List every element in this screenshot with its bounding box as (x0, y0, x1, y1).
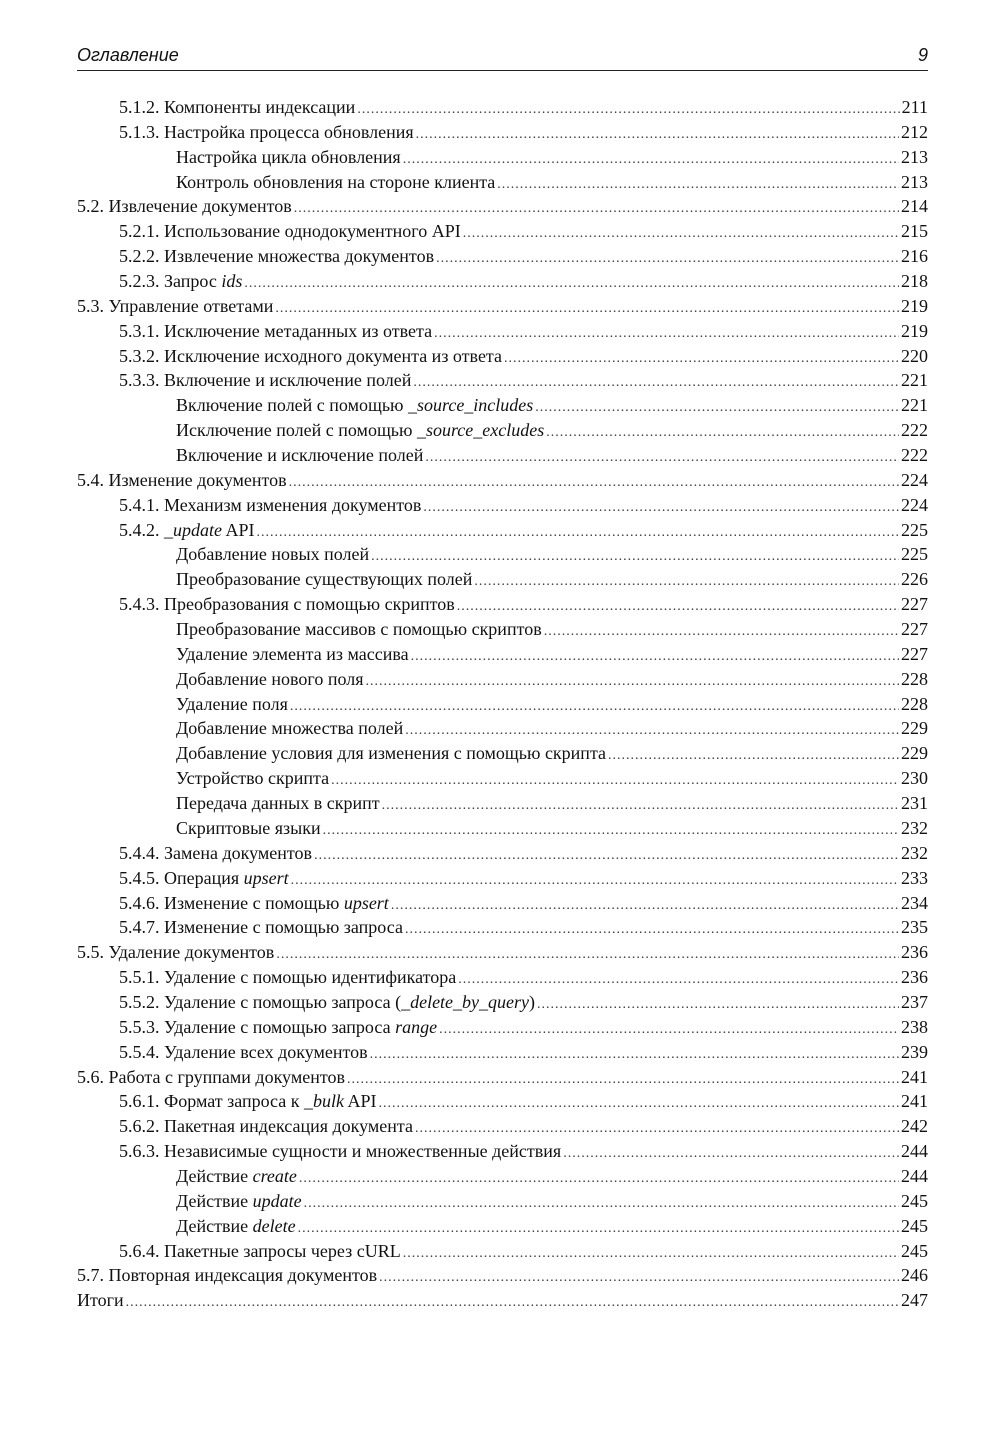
dot-leader (314, 844, 899, 866)
toc-entry-title (176, 692, 288, 717)
toc-entry-title-text: 5.2. Извлечение документов (77, 196, 292, 217)
toc-entry-title (119, 493, 421, 518)
toc-entry[interactable] (77, 294, 928, 319)
toc-entry-page-number: 246 (901, 1265, 928, 1286)
toc-entry-title-italic: ids (221, 271, 243, 292)
toc-entry-title-text: Добавление множества полей (176, 718, 404, 739)
dot-leader (423, 496, 899, 518)
toc-entry-page-number: 220 (901, 345, 928, 366)
running-header (77, 44, 928, 71)
dot-leader (415, 1117, 899, 1139)
toc-entry[interactable] (77, 1040, 928, 1065)
toc-entry-page-number: 236 (901, 942, 928, 963)
toc-entry-title (176, 542, 369, 567)
dot-leader (276, 943, 899, 965)
toc-entry[interactable] (77, 219, 928, 244)
toc-entry-title (176, 617, 542, 642)
toc-entry-title (119, 1139, 561, 1164)
toc-entry-title-text: 5.3. Управление ответами (77, 295, 274, 316)
toc-entry[interactable] (77, 145, 928, 170)
dot-leader (370, 1043, 899, 1065)
toc-entry[interactable] (77, 344, 928, 369)
dot-leader (126, 1291, 899, 1313)
toc-entry-title (176, 716, 403, 741)
toc-entry[interactable] (77, 319, 928, 344)
toc-entry-title (119, 841, 312, 866)
toc-entry[interactable] (77, 269, 928, 294)
toc-entry-title (77, 194, 292, 219)
toc-entry-title-text: 5.6.4. Пакетные запросы через cURL (119, 1240, 401, 1261)
toc-entry-title (176, 667, 364, 692)
toc-entry[interactable] (77, 468, 928, 493)
toc-entry[interactable] (77, 1263, 928, 1288)
toc-entry-title-text: 5.3.1. Исключение метаданных из ответа (119, 320, 433, 341)
toc-entry-title-text: 5.1.2. Компоненты индексации (119, 97, 356, 117)
toc-entry[interactable] (77, 170, 928, 195)
toc-entry-page-number: 221 (901, 370, 928, 391)
toc-entry-title (77, 940, 274, 965)
dot-leader (504, 347, 899, 369)
dot-leader (299, 1167, 899, 1189)
toc-entry-page-number: 237 (901, 991, 928, 1012)
toc-entry[interactable] (77, 791, 928, 816)
toc-entry-title (119, 319, 432, 344)
toc-entry-title-text: API (222, 519, 255, 540)
dot-leader (405, 918, 899, 940)
dot-leader (391, 894, 899, 916)
toc-entry-title-italic: range (395, 1016, 438, 1037)
toc-entry-title (119, 592, 455, 617)
dot-leader (290, 695, 899, 717)
dot-leader (474, 570, 899, 592)
toc-entry[interactable] (77, 1139, 928, 1164)
toc-entry-title (176, 642, 409, 667)
dot-leader (497, 173, 899, 195)
toc-entry-page-number: 225 (901, 519, 928, 540)
toc-entry[interactable] (77, 990, 928, 1015)
toc-entry-title-text: 5.2.3. Запрос (119, 271, 222, 292)
toc-entry-title-italic: upsert (343, 892, 389, 913)
toc-entry-title (176, 791, 380, 816)
toc-entry-page-number: 216 (901, 246, 928, 267)
toc-entry-page-number: 228 (901, 693, 928, 714)
toc-entry-title-text: Передача данных в скрипт (176, 793, 380, 814)
toc-entry-page-number: 236 (901, 967, 928, 988)
toc-entry-title-text: 5.5. Удаление документов (77, 942, 275, 963)
toc-entry[interactable] (77, 493, 928, 518)
dot-leader (379, 1092, 899, 1114)
toc-entry-page-number: 222 (901, 445, 928, 466)
dot-leader (289, 471, 899, 493)
dot-leader (357, 98, 899, 120)
dot-leader (563, 1142, 899, 1164)
toc-entry[interactable] (77, 741, 928, 766)
toc-entry-page-number: 233 (901, 867, 928, 888)
toc-entry-title (176, 443, 423, 468)
dot-leader (298, 1217, 899, 1239)
toc-entry-title (119, 368, 411, 393)
toc-entry[interactable] (77, 866, 928, 891)
toc-entry-title-text: Устройство скрипта (176, 768, 330, 789)
toc-entry[interactable] (77, 915, 928, 940)
toc-entry-title-italic: upsert (243, 867, 289, 888)
toc-entry[interactable] (77, 542, 928, 567)
toc-entry-page-number: 224 (901, 494, 928, 515)
toc-entry[interactable] (77, 368, 928, 393)
toc-entry-page-number: 212 (901, 121, 928, 142)
toc-entry-title (119, 518, 255, 543)
toc-entry-page-number: 213 (901, 146, 928, 167)
toc-entry-title (119, 1015, 437, 1040)
toc-entry-title-text: Добавление новых полей (176, 544, 370, 565)
toc-entry-page-number: 239 (901, 1041, 928, 1062)
toc-entry[interactable] (77, 642, 928, 667)
toc-entry-title-text: 5.6.1. Формат запроса к (119, 1091, 304, 1112)
toc-entry-title-text: Преобразование массивов с помощью скриптов (176, 619, 542, 640)
dot-leader (544, 620, 899, 642)
dot-leader (416, 123, 899, 145)
header-page-number: 9 (917, 45, 928, 65)
toc-entry-title (176, 418, 544, 443)
toc-entry[interactable] (77, 1239, 928, 1264)
dot-leader (366, 670, 899, 692)
toc-entry-page-number: 227 (901, 619, 928, 640)
toc-entry[interactable] (77, 891, 928, 916)
toc-entry-title (119, 965, 456, 990)
toc-entry-title-text: Добавление нового поля (176, 668, 364, 689)
toc-entry[interactable] (77, 1114, 928, 1139)
toc-entry-title (176, 170, 495, 195)
toc-entry-page-number: 214 (901, 196, 928, 217)
toc-entry-title-text: Удаление поля (176, 693, 288, 714)
dot-leader (304, 1192, 899, 1214)
toc-entry-title (176, 145, 401, 170)
toc-entry[interactable] (77, 244, 928, 269)
toc-entry-title-text: Действие (176, 1215, 253, 1236)
toc-entry-title-text: Настройка цикла обновления (176, 146, 401, 167)
toc-entry-page-number: 244 (901, 1165, 928, 1186)
toc-entry-page-number: 222 (901, 420, 928, 441)
toc-entry-title (77, 1263, 377, 1288)
toc-entry-title-text: Действие (176, 1190, 253, 1211)
table-of-contents (77, 95, 928, 1313)
toc-entry[interactable] (77, 667, 928, 692)
toc-entry-page-number: 242 (901, 1116, 928, 1137)
dot-leader (291, 869, 899, 891)
toc-entry-title (119, 219, 461, 244)
toc-entry-page-number: 245 (901, 1215, 928, 1236)
toc-entry-title (119, 1040, 368, 1065)
toc-entry-page-number: 219 (901, 320, 928, 341)
toc-entry-title-text: 5.4.7. Изменение с помощью запроса (119, 917, 403, 938)
dot-leader (403, 1242, 899, 1264)
dot-leader (413, 371, 899, 393)
toc-entry-page-number: 241 (901, 1091, 928, 1112)
toc-entry-title (119, 915, 403, 940)
toc-entry-title-italic: _update (164, 519, 222, 540)
toc-entry[interactable] (77, 1065, 928, 1090)
toc-entry[interactable] (77, 95, 928, 120)
toc-entry[interactable] (77, 716, 928, 741)
toc-entry[interactable] (77, 592, 928, 617)
toc-entry-title-text: 5.4.1. Механизм изменения документов (119, 494, 422, 515)
toc-entry-title (176, 1214, 296, 1239)
toc-entry-title (119, 95, 355, 120)
toc-entry-page-number: 219 (901, 295, 928, 316)
toc-entry-page-number: 218 (901, 271, 928, 292)
toc-entry-title-text: 5.4.4. Замена документов (119, 842, 313, 863)
dot-leader (405, 719, 899, 741)
toc-entry[interactable] (77, 443, 928, 468)
toc-entry-title (77, 468, 287, 493)
toc-entry-title (119, 244, 434, 269)
toc-entry[interactable] (77, 518, 928, 543)
toc-entry[interactable] (77, 965, 928, 990)
toc-entry-title (176, 1189, 302, 1214)
toc-entry-title-text: Включение полей с помощью (176, 395, 408, 416)
dot-leader (439, 1018, 899, 1040)
toc-entry-title-italic: create (252, 1165, 297, 1186)
toc-entry-title (119, 344, 502, 369)
toc-entry-page-number: 232 (901, 817, 928, 838)
toc-entry-page-number: 230 (901, 768, 928, 789)
dot-leader (244, 272, 899, 294)
dot-leader (458, 968, 899, 990)
toc-entry-title (119, 120, 414, 145)
toc-entry-title-italic: _source_includes (407, 395, 534, 416)
toc-entry[interactable] (77, 1288, 928, 1313)
toc-entry[interactable] (77, 841, 928, 866)
toc-entry[interactable] (77, 120, 928, 145)
toc-entry-page-number: 228 (901, 668, 928, 689)
toc-entry-title-italic: update (252, 1190, 302, 1211)
toc-entry-title (119, 1239, 401, 1264)
toc-entry[interactable] (77, 1015, 928, 1040)
toc-entry-title-text: 5.5.2. Удаление с помощью запроса ( (119, 991, 402, 1012)
toc-entry-page-number: 225 (901, 544, 928, 565)
toc-entry-title-text: Добавление условия для изменения с помощью скрипта (176, 743, 607, 764)
toc-entry-title-text: Включение и исключение полей (176, 445, 424, 466)
toc-entry-title-text: 5.5.1. Удаление с помощью идентификатора (119, 967, 457, 988)
dot-leader (411, 645, 899, 667)
toc-entry-title-text: API (344, 1091, 377, 1112)
toc-entry[interactable] (77, 617, 928, 642)
dot-leader (463, 222, 899, 244)
toc-entry-title-italic: _source_excludes (416, 420, 545, 441)
dot-leader (275, 297, 899, 319)
toc-entry-page-number: 245 (901, 1190, 928, 1211)
toc-entry-title (77, 1065, 345, 1090)
toc-entry-title-text: 5.6.2. Пакетная индексация документа (119, 1116, 413, 1137)
toc-entry-title-text: 5.4. Изменение документов (77, 469, 287, 490)
toc-entry-page-number: 229 (901, 743, 928, 764)
toc-entry[interactable] (77, 1089, 928, 1114)
toc-entry-title-text: 5.1.3. Настройка процесса обновления (119, 121, 414, 142)
toc-entry-page-number: 232 (901, 842, 928, 863)
toc-entry-page-number: 211 (901, 97, 928, 117)
dot-leader (331, 769, 899, 791)
toc-entry-page-number: 227 (901, 643, 928, 664)
toc-entry-title-text: 5.4.6. Изменение с помощью (119, 892, 344, 913)
toc-entry[interactable] (77, 1164, 928, 1189)
toc-entry-title-text: 5.6.3. Независимые сущности и множественные действия (119, 1141, 562, 1162)
toc-entry-title (119, 1114, 413, 1139)
dot-leader (546, 421, 899, 443)
toc-entry-page-number: 241 (901, 1066, 928, 1087)
toc-entry[interactable] (77, 418, 928, 443)
toc-entry-title (176, 741, 606, 766)
toc-entry-title-text: Преобразование существующих полей (176, 569, 473, 590)
toc-entry-title (119, 891, 389, 916)
toc-entry-page-number: 226 (901, 569, 928, 590)
toc-entry-title (119, 269, 242, 294)
toc-entry-title (176, 567, 472, 592)
toc-entry-title-text: 5.6. Работа с группами документов (77, 1066, 345, 1087)
toc-entry-title-text: Удаление элемента из массива (176, 643, 409, 664)
toc-entry[interactable] (77, 692, 928, 717)
toc-entry-page-number: 227 (901, 594, 928, 615)
toc-entry-title-text: 5.7. Повторная индексация документов (77, 1265, 378, 1286)
toc-entry[interactable] (77, 816, 928, 841)
toc-entry-title-text: 5.2.2. Извлечение множества документов (119, 246, 435, 267)
toc-entry-page-number: 235 (901, 917, 928, 938)
dot-leader (382, 794, 899, 816)
toc-entry-page-number: 229 (901, 718, 928, 739)
dot-leader (434, 322, 899, 344)
dot-leader (457, 595, 899, 617)
toc-entry-title-text: Итоги (77, 1290, 124, 1311)
toc-entry-page-number: 247 (901, 1290, 928, 1311)
toc-entry-title-text: 5.4.3. Преобразования с помощью скриптов (119, 594, 455, 615)
toc-entry-title (77, 294, 273, 319)
dot-leader (535, 396, 899, 418)
toc-entry-title-text: 5.4.2. (119, 519, 164, 540)
toc-entry-title-text: Скриптовые языки (176, 817, 321, 838)
toc-entry-title (176, 1164, 297, 1189)
dot-leader (379, 1266, 899, 1288)
toc-entry-page-number: 215 (901, 221, 928, 242)
toc-entry-title-text: 5.5.3. Удаление с помощью запроса (119, 1016, 396, 1037)
toc-entry-title-text: ) (529, 991, 536, 1012)
toc-entry-title-text: Исключение полей с помощью (176, 420, 417, 441)
toc-entry-title-text: 5.3.2. Исключение исходного документа из ответа (119, 345, 503, 366)
dot-leader (403, 148, 899, 170)
toc-entry-page-number: 231 (901, 793, 928, 814)
toc-entry-title (176, 816, 321, 841)
dot-leader (323, 819, 899, 841)
dot-leader (371, 545, 899, 567)
toc-entry-title-text: 5.5.4. Удаление всех документов (119, 1041, 368, 1062)
toc-entry-title-text: Действие (176, 1165, 253, 1186)
toc-entry[interactable] (77, 1214, 928, 1239)
toc-entry-title (176, 766, 329, 791)
dot-leader (347, 1068, 899, 1090)
toc-entry-title (119, 1089, 377, 1114)
dot-leader (537, 993, 899, 1015)
header-title: Оглавление (77, 45, 179, 65)
toc-entry[interactable] (77, 567, 928, 592)
toc-entry[interactable] (77, 194, 928, 219)
toc-entry-page-number: 224 (901, 469, 928, 490)
toc-entry-page-number: 244 (901, 1141, 928, 1162)
toc-entry-page-number: 238 (901, 1016, 928, 1037)
toc-entry[interactable] (77, 1189, 928, 1214)
toc-entry-title-italic: _bulk (304, 1091, 344, 1112)
dot-leader (608, 744, 899, 766)
toc-entry-title (119, 990, 535, 1015)
toc-entry[interactable] (77, 940, 928, 965)
toc-entry-page-number: 213 (901, 171, 928, 192)
toc-entry-title (119, 866, 289, 891)
toc-entry-page-number: 221 (901, 395, 928, 416)
toc-entry-title-text: 5.2.1. Использование однодокументного API (119, 221, 461, 242)
dot-leader (294, 197, 899, 219)
toc-entry[interactable] (77, 766, 928, 791)
toc-entry-title (77, 1288, 124, 1313)
dot-leader (425, 446, 899, 468)
toc-entry[interactable] (77, 393, 928, 418)
toc-entry-title (176, 393, 533, 418)
dot-leader (436, 247, 899, 269)
toc-entry-page-number: 234 (901, 892, 928, 913)
toc-entry-title-text: Контроль обновления на стороне клиента (176, 171, 496, 192)
dot-leader (257, 521, 899, 543)
toc-entry-title-italic: _delete_by_query (401, 991, 530, 1012)
toc-entry-title-text: 5.4.5. Операция (119, 867, 244, 888)
toc-entry-title-text: 5.3.3. Включение и исключение полей (119, 370, 412, 391)
toc-entry-title-italic: delete (252, 1215, 296, 1236)
toc-entry-page-number: 245 (901, 1240, 928, 1261)
